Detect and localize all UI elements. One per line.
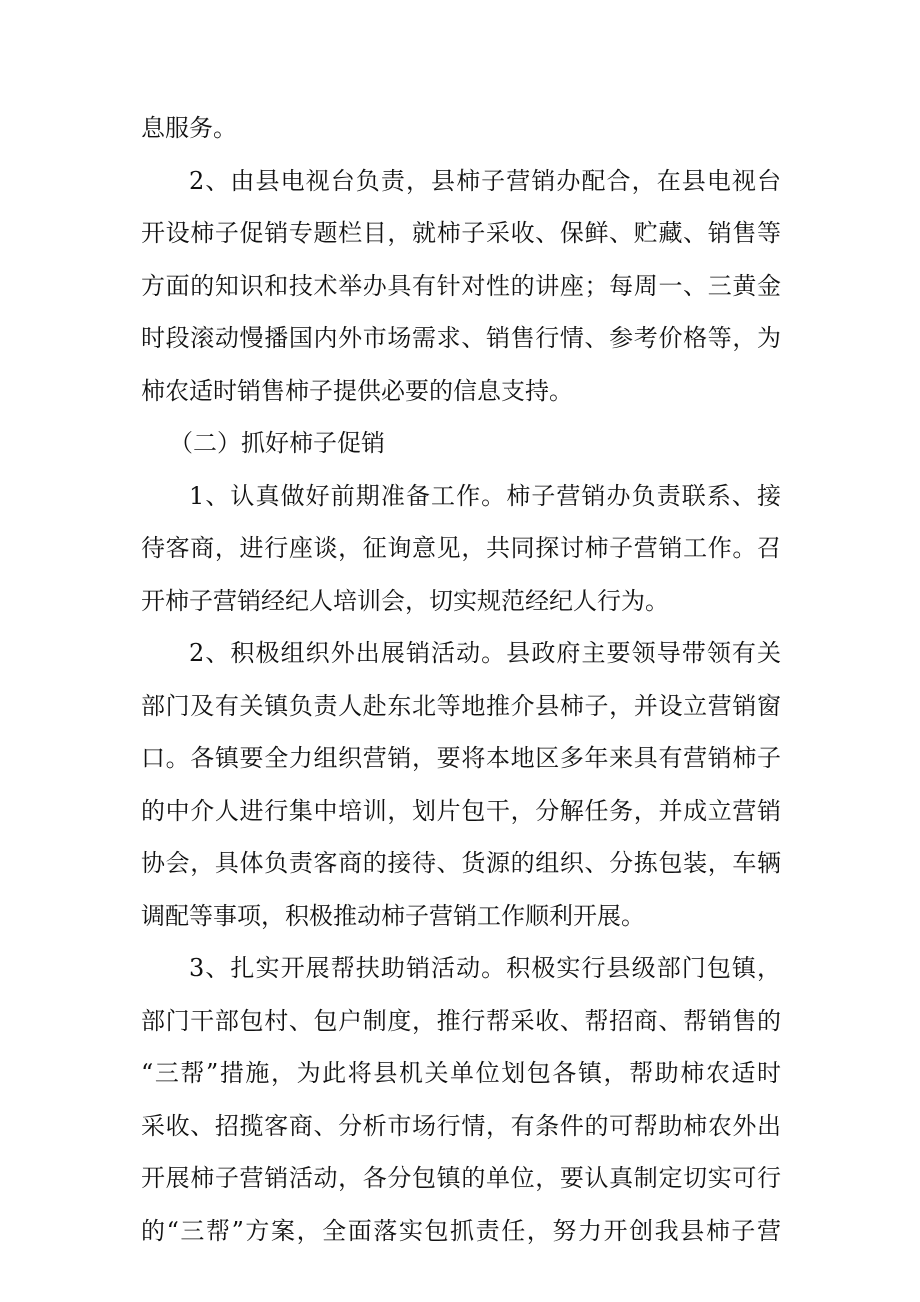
text-line: 方面的知识和技术举办具有针对性的讲座；每周一、三黄金 — [141, 271, 781, 300]
text-line: 部门干部包村、包户制度，推行帮采收、帮招商、帮销售的 — [141, 1006, 781, 1035]
text-line: 调配等事项，积极推动柿子营销工作顺利开展。 — [141, 901, 645, 930]
document-body — [141, 102, 781, 1257]
text-line: 开展柿子营销活动，各分包镇的单位，要认真制定切实可行 — [141, 1164, 781, 1192]
text-line: 息服务。 — [141, 114, 237, 142]
text-line: “三帮”措施，为此将县机关单位划包各镇，帮助柿农适时 — [141, 1059, 781, 1087]
text-line: 口。各镇要全力组织营销，要将本地区多年来具有营销柿子 — [141, 744, 781, 772]
text-line: 部门及有关镇负责人赴东北等地推介县柿子，并设立营销窗 — [141, 691, 781, 720]
paragraph-start-line: 2、由县电视台负责，县柿子营销办配合，在县电视台 — [189, 166, 781, 195]
text-line: 的“三帮”方案，全面落实包抓责任，努力开创我县柿子营 — [141, 1216, 781, 1245]
text-line: 柿农适时销售柿子提供必要的信息支持。 — [141, 376, 573, 405]
paragraph-start-line: 3、扎实开展帮扶助销活动。积极实行县级部门包镇， — [189, 954, 781, 982]
section-heading: （二）抓好柿子促销 — [169, 429, 385, 457]
text-line: 时段滚动慢播国内外市场需求、销售行情、参考价格等，为 — [141, 324, 781, 352]
text-line: 采收、招揽客商、分析市场行情，有条件的可帮助柿农外出 — [141, 1111, 781, 1140]
text-line: 协会，具体负责客商的接待、货源的组织、分拣包装，车辆 — [141, 849, 781, 877]
paragraph-start-line: 2、积极组织外出展销活动。县政府主要领导带领有关 — [189, 639, 781, 667]
text-line: 开设柿子促销专题栏目，就柿子采收、保鲜、贮藏、销售等 — [141, 219, 781, 247]
text-line: 开柿子营销经纪人培训会，切实规范经纪人行为。 — [141, 586, 669, 615]
paragraph-start-line: 1、认真做好前期准备工作。柿子营销办负责联系、接 — [189, 481, 781, 510]
text-line: 待客商，进行座谈，征询意见，共同探讨柿子营销工作。召 — [141, 534, 781, 562]
text-line: 的中介人进行集中培训，划片包干，分解任务，并成立营销 — [141, 796, 781, 825]
